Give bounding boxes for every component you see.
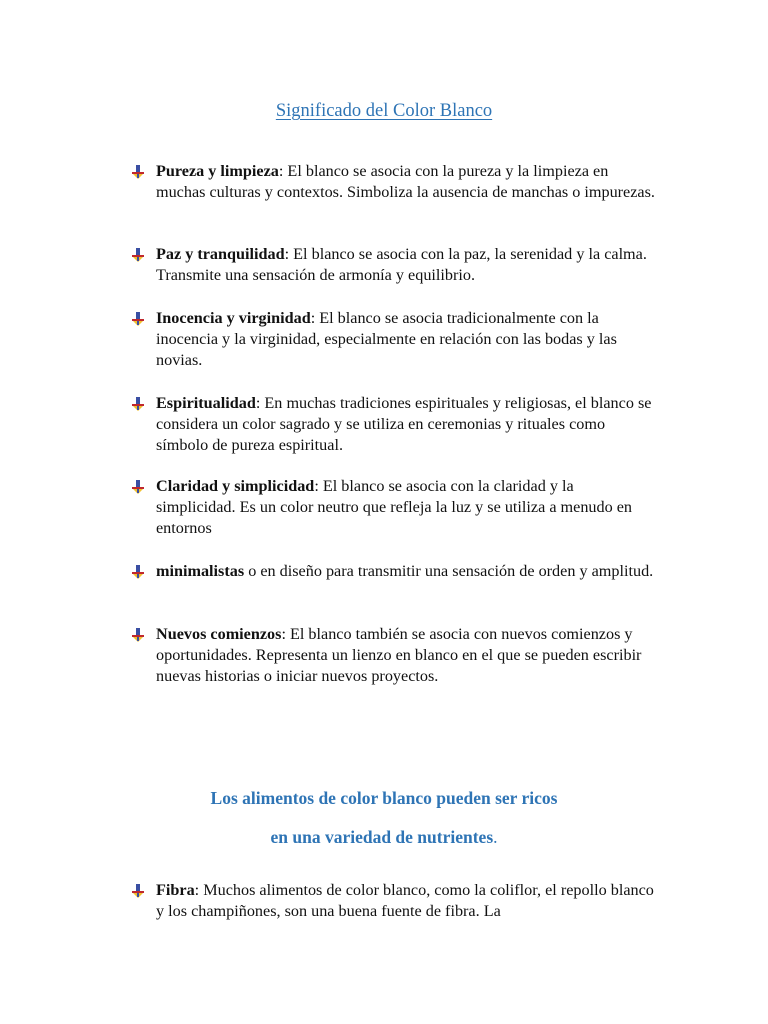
arrow-bullet-icon (132, 312, 144, 326)
item-text: o en diseño para transmitir una sensación de orden y amplitud. (244, 562, 654, 580)
item-term: Paz y tranquilidad (156, 245, 285, 263)
list-item (156, 308, 656, 371)
item-text: : El blanco también se asocia con nuevos comienzos y oportunidades. Representa un lienzo en blanco en el que se pueden escribir nuevas historias o iniciar nuevos proyectos. (156, 625, 642, 685)
item-text: : Muchos alimentos de color blanco, como la coliflor, el repollo blanco y los champiñones, son una buena fuente de fibra. La (156, 881, 654, 920)
item-term: Nuevos comienzos (156, 625, 282, 643)
arrow-bullet-icon (132, 480, 144, 494)
item-text: : En muchas tradiciones espirituales y religiosas, el blanco se considera un color sagrado y se utiliza en ceremonias y rituales como símbolo de pureza espiritual. (156, 394, 652, 454)
item-term: Espiritualidad (156, 394, 256, 412)
page-title: Significado del Color Blanco (275, 101, 493, 121)
item-term: Fibra (156, 881, 195, 899)
section-heading-text: en una variedad de nutrientes (270, 827, 494, 847)
list-item (156, 244, 656, 286)
arrow-bullet-icon (132, 565, 144, 579)
list-item (156, 561, 656, 582)
arrow-bullet-icon (132, 165, 144, 179)
list-item (156, 624, 656, 687)
list-item (156, 161, 656, 203)
arrow-bullet-icon (132, 248, 144, 262)
arrow-bullet-icon (132, 884, 144, 898)
list-item (156, 476, 656, 539)
list-item (156, 880, 656, 922)
section-heading-period: . (493, 827, 498, 847)
item-text: : El blanco se asocia con la claridad y la simplicidad. Es un color neutro que refleja la luz y se utiliza a menudo en entornos (156, 477, 633, 537)
item-text: : El blanco se asocia con la pureza y la limpieza en muchas culturas y contextos. Simboliza la ausencia de manchas o impurezas. (156, 162, 655, 201)
list-item (156, 393, 656, 456)
item-text: : El blanco se asocia tradicionalmente con la inocencia y la virginidad, especialmente en relación con las bodas y las novias. (156, 309, 617, 369)
section-heading: Los alimentos de color blanco pueden ser ricos (210, 788, 558, 808)
item-term: Pureza y limpieza (156, 162, 279, 180)
item-text: : El blanco se asocia con la paz, la serenidad y la calma. Transmite una sensación de armonía y equilibrio. (156, 245, 647, 284)
arrow-bullet-icon (132, 397, 144, 411)
item-term: Claridad y simplicidad (156, 477, 315, 495)
item-term: minimalistas (156, 562, 245, 580)
arrow-bullet-icon (132, 628, 144, 642)
section-heading-continued (0, 827, 768, 848)
item-term: Inocencia y virginidad (156, 309, 311, 327)
